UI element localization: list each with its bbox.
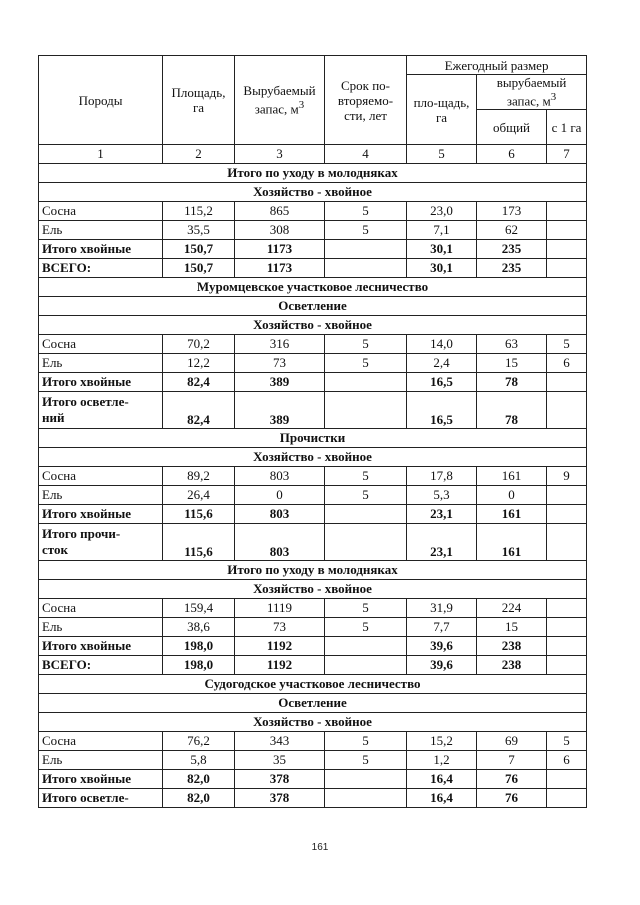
column-number: 5 [407, 145, 477, 164]
total-row [39, 259, 587, 278]
total-row [39, 770, 587, 789]
section-row [39, 694, 587, 713]
table-cell: 7 [477, 751, 547, 770]
table-cell: 16,5 [407, 392, 477, 429]
row-label: Ель [39, 618, 163, 637]
header-area: Площадь, га [163, 56, 235, 145]
table-cell: 5 [325, 599, 407, 618]
header-annual: Ежегодный размер [407, 56, 587, 75]
table-cell: 76 [477, 770, 547, 789]
section-heading: Муромцевское участковое лесничество [39, 278, 587, 297]
table-cell: 159,4 [163, 599, 235, 618]
table-cell: 115,2 [163, 202, 235, 221]
table-cell: 308 [235, 221, 325, 240]
table-cell: 803 [235, 524, 325, 561]
table-cell [325, 637, 407, 656]
table-cell [547, 392, 587, 429]
table-cell [547, 524, 587, 561]
table-cell: 82,4 [163, 373, 235, 392]
table-cell [547, 373, 587, 392]
column-number: 7 [547, 145, 587, 164]
table-cell: 224 [477, 599, 547, 618]
section-heading: Хозяйство - хвойное [39, 448, 587, 467]
table-cell: 15 [477, 618, 547, 637]
table-cell: 5 [325, 618, 407, 637]
table-cell: 0 [235, 486, 325, 505]
table-cell: 15,2 [407, 732, 477, 751]
section-heading: Хозяйство - хвойное [39, 183, 587, 202]
row-label-line: Итого осветле- [42, 394, 129, 409]
header-annual-stock-cube: 3 [550, 91, 557, 104]
row-label: Сосна [39, 202, 163, 221]
table-cell: 82,0 [163, 770, 235, 789]
row-label: Сосна [39, 599, 163, 618]
table-cell [547, 789, 587, 808]
table-cell [547, 505, 587, 524]
table-cell: 5 [325, 221, 407, 240]
table-cell [547, 637, 587, 656]
row-label: Ель [39, 221, 163, 240]
row-label: Итого осветле- [39, 789, 163, 808]
table-cell: 15 [477, 354, 547, 373]
table-cell: 39,6 [407, 637, 477, 656]
total-row [39, 373, 587, 392]
table-cell [547, 240, 587, 259]
table-cell [325, 524, 407, 561]
table-cell: 1119 [235, 599, 325, 618]
table-cell: 16,4 [407, 789, 477, 808]
page-sheet [38, 55, 586, 808]
header-annual-area: пло-щадь, га [407, 75, 477, 145]
table-cell: 1173 [235, 259, 325, 278]
column-number: 1 [39, 145, 163, 164]
section-heading: Судогодское участковое лесничество [39, 675, 587, 694]
row-label: Сосна [39, 467, 163, 486]
table-row [39, 354, 587, 373]
table-cell [547, 486, 587, 505]
section-row [39, 183, 587, 202]
table-cell [325, 392, 407, 429]
header-stock-bottom: запас, м [254, 101, 299, 117]
table-cell: 173 [477, 202, 547, 221]
table-cell [325, 656, 407, 675]
row-label: Итого хвойные [39, 770, 163, 789]
table-cell: 5 [325, 486, 407, 505]
table-cell: 1173 [235, 240, 325, 259]
row-label: Сосна [39, 732, 163, 751]
table-cell: 198,0 [163, 656, 235, 675]
column-number: 6 [477, 145, 547, 164]
table-row [39, 751, 587, 770]
total-row [39, 524, 587, 561]
table-body [39, 164, 587, 808]
total-row [39, 789, 587, 808]
table-cell: 389 [235, 373, 325, 392]
section-heading: Осветление [39, 694, 587, 713]
table-cell: 5 [325, 732, 407, 751]
table-cell: 6 [547, 751, 587, 770]
table-cell: 1,2 [407, 751, 477, 770]
table-cell: 803 [235, 467, 325, 486]
header-stock [235, 56, 325, 145]
table-cell: 6 [547, 354, 587, 373]
table-cell: 161 [477, 467, 547, 486]
row-label: Итого хвойные [39, 240, 163, 259]
table-cell: 69 [477, 732, 547, 751]
table-cell: 30,1 [407, 259, 477, 278]
table-cell: 9 [547, 467, 587, 486]
table-cell: 389 [235, 392, 325, 429]
table-cell: 316 [235, 335, 325, 354]
total-row [39, 392, 587, 429]
table-cell: 89,2 [163, 467, 235, 486]
table-cell: 865 [235, 202, 325, 221]
table-cell: 5,3 [407, 486, 477, 505]
row-label: Итого хвойные [39, 373, 163, 392]
row-label: Ель [39, 751, 163, 770]
section-row [39, 429, 587, 448]
table-cell: 30,1 [407, 240, 477, 259]
table-cell: 238 [477, 637, 547, 656]
table-cell: 73 [235, 618, 325, 637]
table-cell: 12,2 [163, 354, 235, 373]
table-cell: 235 [477, 259, 547, 278]
table-cell: 115,6 [163, 524, 235, 561]
table-row [39, 618, 587, 637]
row-label: Ель [39, 486, 163, 505]
table-cell: 7,1 [407, 221, 477, 240]
header-per-ha: с 1 га [547, 110, 587, 145]
section-row [39, 316, 587, 335]
table-cell: 39,6 [407, 656, 477, 675]
table-cell [325, 373, 407, 392]
table-cell [325, 770, 407, 789]
table-cell: 70,2 [163, 335, 235, 354]
table-row [39, 599, 587, 618]
table-cell: 238 [477, 656, 547, 675]
table-cell: 76 [477, 789, 547, 808]
section-row [39, 164, 587, 183]
table-cell: 23,0 [407, 202, 477, 221]
table-row [39, 486, 587, 505]
section-row [39, 561, 587, 580]
column-number: 4 [325, 145, 407, 164]
table-cell: 5,8 [163, 751, 235, 770]
table-cell: 23,1 [407, 505, 477, 524]
row-label: ВСЕГО: [39, 656, 163, 675]
table-cell: 26,4 [163, 486, 235, 505]
header-annual-stock [477, 75, 587, 110]
header-stock-top: Вырубаемый [243, 83, 316, 99]
row-label: Ель [39, 354, 163, 373]
section-row [39, 580, 587, 599]
table-cell [547, 599, 587, 618]
table-cell: 343 [235, 732, 325, 751]
table-cell: 803 [235, 505, 325, 524]
table-cell: 14,0 [407, 335, 477, 354]
header-species: Породы [39, 56, 163, 145]
row-label: ВСЕГО: [39, 259, 163, 278]
section-heading: Итого по уходу в молодняках [39, 164, 587, 183]
table-cell [325, 259, 407, 278]
table-cell: 378 [235, 770, 325, 789]
table-cell: 76,2 [163, 732, 235, 751]
table-cell [547, 770, 587, 789]
table-cell: 2,4 [407, 354, 477, 373]
table-cell: 150,7 [163, 259, 235, 278]
row-label-line: Итого прочи- [42, 526, 121, 541]
header-annual-stock-bottom: запас, м [506, 93, 551, 109]
table-cell: 5 [325, 202, 407, 221]
table-cell: 115,6 [163, 505, 235, 524]
table-row [39, 202, 587, 221]
section-row [39, 278, 587, 297]
table-cell: 82,0 [163, 789, 235, 808]
column-number: 3 [235, 145, 325, 164]
section-heading: Хозяйство - хвойное [39, 580, 587, 599]
table-cell: 378 [235, 789, 325, 808]
total-row [39, 505, 587, 524]
section-heading: Хозяйство - хвойное [39, 713, 587, 732]
total-row [39, 240, 587, 259]
table-cell: 161 [477, 505, 547, 524]
section-row [39, 448, 587, 467]
row-label [39, 524, 163, 561]
table-cell [325, 505, 407, 524]
row-label: Итого хвойные [39, 637, 163, 656]
table-cell: 0 [477, 486, 547, 505]
table-cell: 5 [325, 751, 407, 770]
table-cell: 17,8 [407, 467, 477, 486]
section-row [39, 713, 587, 732]
table-cell: 23,1 [407, 524, 477, 561]
total-row [39, 637, 587, 656]
header-total: общий [477, 110, 547, 145]
row-label-line: ний [42, 410, 65, 425]
table-cell [547, 221, 587, 240]
table-cell: 16,5 [407, 373, 477, 392]
row-label: Итого хвойные [39, 505, 163, 524]
row-label: Сосна [39, 335, 163, 354]
table-cell: 63 [477, 335, 547, 354]
table-cell: 1192 [235, 637, 325, 656]
table-row [39, 221, 587, 240]
table-cell: 5 [325, 335, 407, 354]
table-cell [547, 656, 587, 675]
table-row [39, 335, 587, 354]
section-heading: Итого по уходу в молодняках [39, 561, 587, 580]
table-cell [547, 259, 587, 278]
header-period: Срок по-вторяемо-сти, лет [325, 56, 407, 145]
table-cell: 73 [235, 354, 325, 373]
table-cell: 198,0 [163, 637, 235, 656]
table-cell: 78 [477, 373, 547, 392]
table-cell: 16,4 [407, 770, 477, 789]
table-cell: 5 [325, 354, 407, 373]
row-label [39, 392, 163, 429]
table-row [39, 732, 587, 751]
header-stock-cube: 3 [298, 99, 305, 112]
table-cell: 38,6 [163, 618, 235, 637]
table-cell: 78 [477, 392, 547, 429]
forest-care-table [38, 55, 587, 808]
page-number: 161 [311, 842, 329, 853]
table-cell: 31,9 [407, 599, 477, 618]
table-cell: 5 [325, 467, 407, 486]
total-row [39, 656, 587, 675]
section-heading: Прочистки [39, 429, 587, 448]
table-cell: 5 [547, 335, 587, 354]
table-cell [547, 202, 587, 221]
table-cell: 1192 [235, 656, 325, 675]
table-cell: 161 [477, 524, 547, 561]
column-number: 2 [163, 145, 235, 164]
table-cell: 82,4 [163, 392, 235, 429]
table-cell: 35,5 [163, 221, 235, 240]
table-cell: 62 [477, 221, 547, 240]
table-cell: 7,7 [407, 618, 477, 637]
header-annual-stock-top: вырубаемый [496, 75, 567, 91]
row-label-line: сток [42, 542, 68, 557]
section-row [39, 675, 587, 694]
table-cell [325, 789, 407, 808]
table-cell: 150,7 [163, 240, 235, 259]
section-heading: Хозяйство - хвойное [39, 316, 587, 335]
section-heading: Осветление [39, 297, 587, 316]
table-cell: 5 [547, 732, 587, 751]
table-row [39, 467, 587, 486]
table-cell: 235 [477, 240, 547, 259]
table-cell: 35 [235, 751, 325, 770]
table-cell [325, 240, 407, 259]
table-cell [547, 618, 587, 637]
section-row [39, 297, 587, 316]
